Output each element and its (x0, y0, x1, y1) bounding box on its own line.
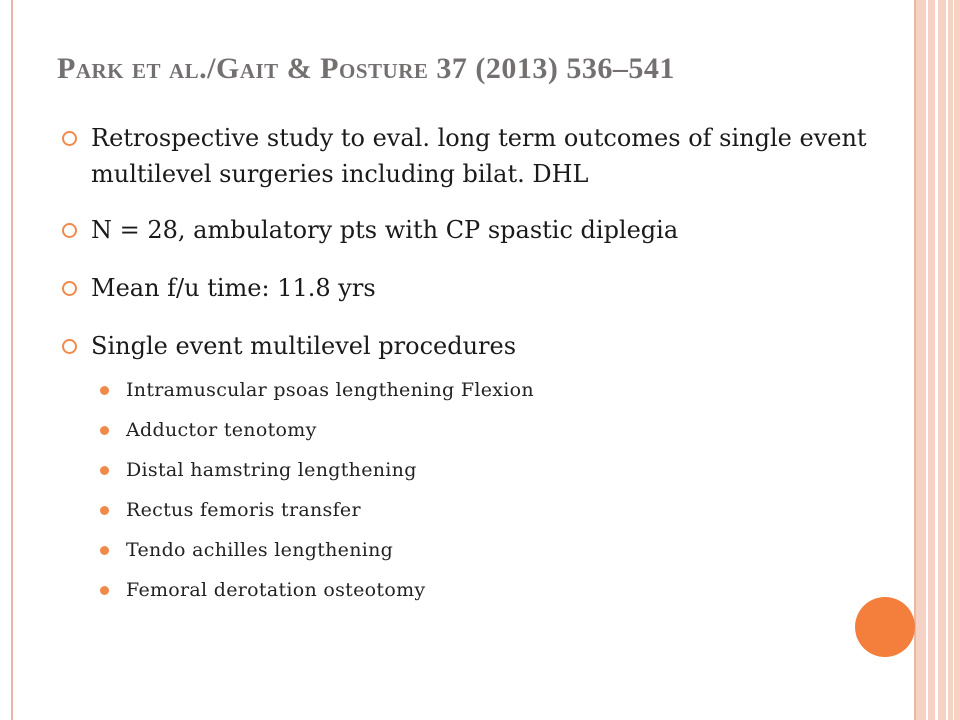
bullet-item (62, 120, 882, 192)
stripe-line (935, 0, 938, 720)
dot-bullet-icon (100, 586, 109, 595)
bullet-item (62, 212, 882, 248)
dot-bullet-icon (100, 466, 109, 475)
dot-bullet-icon (100, 386, 109, 395)
procedure-item (91, 418, 882, 442)
dot-bullet-icon (100, 426, 109, 435)
bullet-item (62, 328, 882, 602)
stripe-line (946, 0, 948, 720)
ring-bullet-icon (62, 339, 77, 354)
ring-bullet-icon (62, 223, 77, 238)
procedure-item (91, 498, 882, 522)
bullet-text: Mean f/u time: 11.8 yrs (91, 274, 376, 302)
procedure-text: Tendo achilles lengthening (126, 539, 394, 561)
ring-bullet-icon (62, 281, 77, 296)
procedure-list (91, 378, 882, 602)
procedure-text: Adductor tenotomy (126, 419, 317, 441)
bullet-text: Retrospective study to eval. long term outcomes of single event multilevel surgeries including bilat. DHL (91, 124, 867, 188)
dot-bullet-icon (100, 506, 109, 515)
procedure-item (91, 378, 882, 402)
dot-bullet-icon (100, 546, 109, 555)
procedure-text: Intramuscular psoas lengthening Flexion (126, 379, 534, 401)
ring-bullet-icon (62, 131, 77, 146)
procedure-item (91, 458, 882, 482)
procedure-text: Distal hamstring lengthening (126, 459, 417, 481)
procedure-text: Rectus femoris transfer (126, 499, 361, 521)
procedure-item (91, 578, 882, 602)
slide-title: Park et al./Gait & Posture 37 (2013) 536–541 (57, 52, 675, 85)
procedure-item (91, 538, 882, 562)
stripe-line (926, 0, 928, 720)
bullet-item (62, 270, 882, 306)
stripe-line (953, 0, 954, 720)
bullet-text: Single event multilevel procedures (91, 332, 517, 360)
procedure-text: Femoral derotation osteotomy (126, 579, 426, 601)
bullet-list (62, 120, 882, 622)
bullet-text: N = 28, ambulatory pts with CP spastic diplegia (91, 216, 679, 244)
